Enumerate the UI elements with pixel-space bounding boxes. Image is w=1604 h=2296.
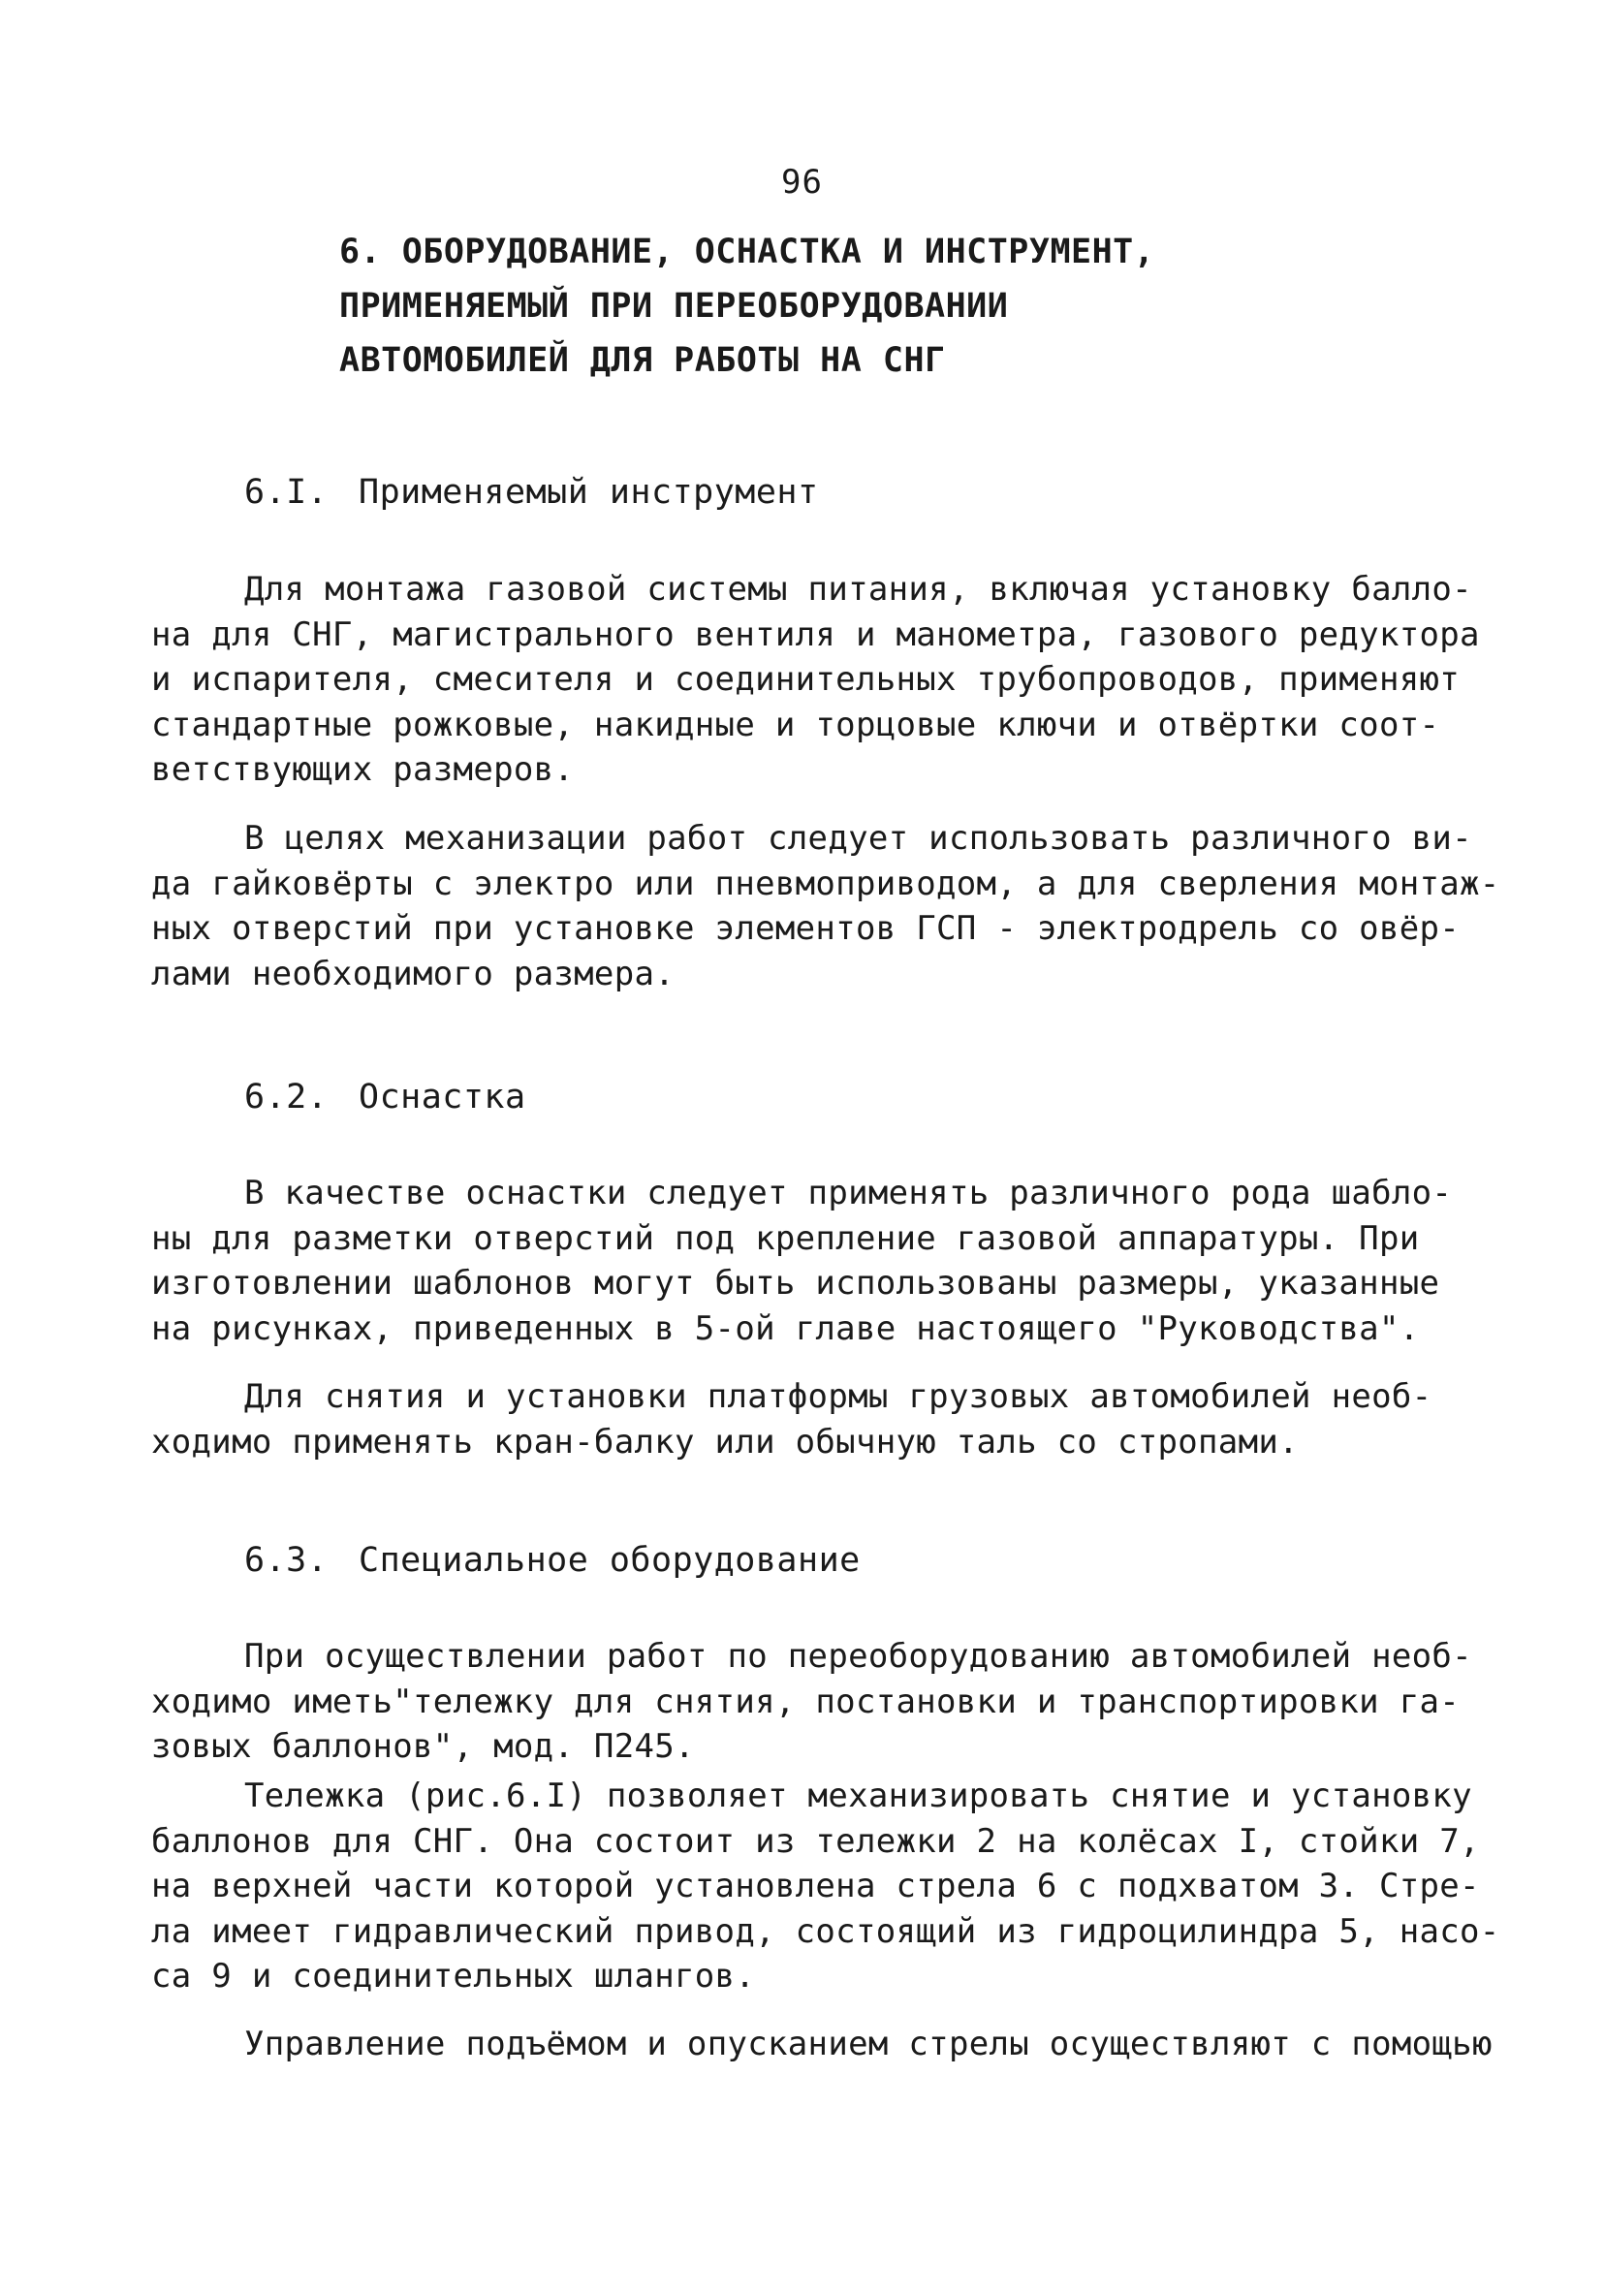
- text-line: да гайковёрты с электро или пневмоприводом, а для сверления монтаж-: [151, 864, 1500, 903]
- text-line: ных отверстий при установке элементов ГСП - электродрель со овёр-: [151, 909, 1461, 948]
- paragraph: [151, 2022, 1493, 2067]
- section-heading-6-3: [244, 1541, 861, 1580]
- chapter-title-line: 6. ОБОРУДОВАНИЕ, ОСНАСТКА И ИНСТРУМЕНТ,: [339, 233, 1155, 271]
- section-title: Применяемый инструмент: [359, 473, 819, 512]
- section-number: 6.2.: [244, 1078, 329, 1117]
- paragraph: [151, 1774, 1500, 1999]
- text-line: баллонов для СНГ. Она состоит из тележки 2 на колёсах I, стойки 7,: [151, 1821, 1480, 1861]
- text-line: лами необходимого размера.: [151, 954, 676, 993]
- text-line: ветствующих размеров.: [151, 750, 575, 789]
- paragraph: [151, 1634, 1472, 1770]
- text-line: са 9 и соединительных шлангов.: [151, 1957, 756, 1996]
- section-number: 6.I.: [244, 473, 329, 512]
- section-heading-6-1: [244, 473, 819, 512]
- text-line: на рисунках, приведенных в 5-ой главе настоящего "Руководства".: [151, 1308, 1420, 1348]
- text-line: и испарителя, смесителя и соединительных трубопроводов, применяют: [151, 660, 1461, 699]
- text-line: зовых баллонов", мод. П245.: [151, 1727, 695, 1766]
- paragraph: [151, 1171, 1464, 1351]
- text-line: Тележка (рис.6.I) позволяет механизировать снятие и установку: [244, 1777, 1472, 1815]
- text-line: ходимо иметь"тележку для снятия, постановки и транспортировки га-: [151, 1682, 1461, 1721]
- chapter-title-line: АВТОМОБИЛЕЙ ДЛЯ РАБОТЫ НА СНГ: [339, 341, 946, 380]
- text-line: на для СНГ, магистрального вентиля и манометра, газового редуктора: [151, 614, 1480, 654]
- chapter-title: [339, 225, 1154, 388]
- section-number: 6.3.: [244, 1541, 329, 1580]
- text-line: Управление подъёмом и опусканием стрелы осуществляют с помощью: [244, 2025, 1493, 2063]
- paragraph: [151, 1374, 1464, 1464]
- text-line: Для монтажа газовой системы питания, включая установку балло-: [244, 570, 1472, 609]
- text-line: ходимо применять кран-балку или обычную таль со стропами.: [151, 1422, 1299, 1462]
- text-line: В качестве оснастки следует применять различного рода шабло-: [244, 1174, 1453, 1212]
- text-line: на верхней части которой установлена стрела 6 с подхватом 3. Стре-: [151, 1867, 1480, 1905]
- section-title: Специальное оборудование: [359, 1541, 861, 1580]
- text-line: ла имеет гидравлический привод, состоящий из гидроцилиндра 5, насо-: [151, 1911, 1500, 1951]
- text-line: Для снятия и установки платформы грузовых автомобилей необ-: [244, 1377, 1432, 1416]
- text-line: изготовлении шаблонов могут быть использованы размеры, указанные: [151, 1264, 1440, 1303]
- paragraph: [151, 567, 1480, 793]
- page-number: 96: [781, 163, 823, 202]
- text-line: При осуществлении работ по переоборудованию автомобилей необ-: [244, 1637, 1472, 1676]
- text-line: стандартные рожковые, накидные и торцовые ключи и отвёртки соот-: [151, 705, 1440, 744]
- text-line: В целях механизации работ следует использовать различного ви-: [244, 819, 1472, 858]
- text-line: ны для разметки отверстий под крепление газовой аппаратуры. При: [151, 1218, 1420, 1258]
- section-heading-6-2: [244, 1078, 526, 1117]
- section-title: Оснастка: [359, 1078, 526, 1117]
- chapter-title-line: ПРИМЕНЯЕМЫЙ ПРИ ПЕРЕОБОРУДОВАНИИ: [339, 287, 1009, 326]
- paragraph: [151, 816, 1500, 996]
